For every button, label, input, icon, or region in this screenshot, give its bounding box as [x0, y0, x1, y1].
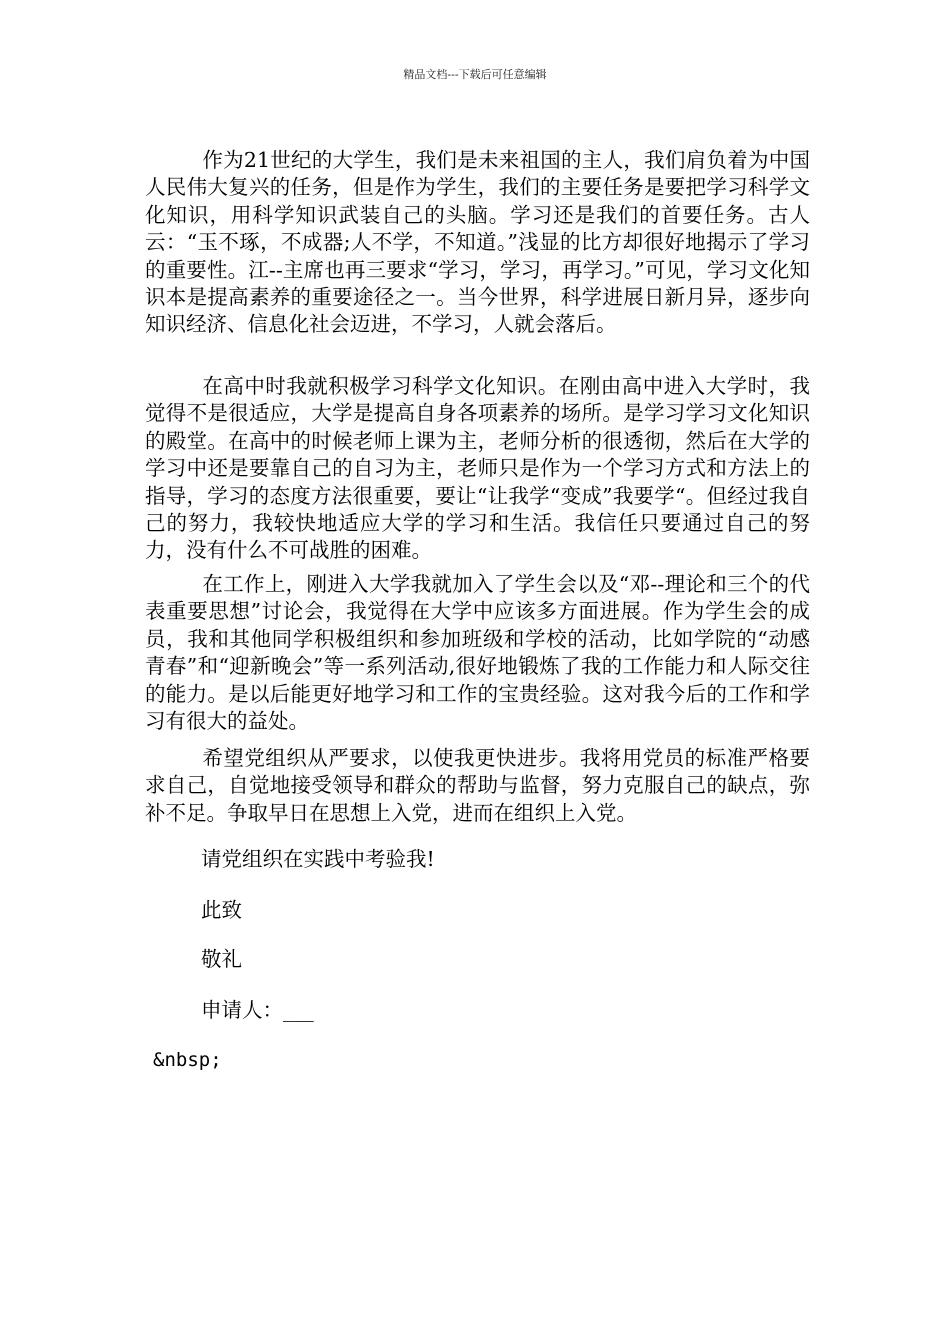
paragraph-1-text: 作为21世纪的大学生，我们是未来祖国的主人，我们肩负着为中国人民伟大复兴的任务，但是作为学生，我们的主要任务是要把学习科学文化知识，用科学知识武装自己的头脑。学习还是我们的首要任务。古人云：“玉不琢，不成器;人不学，不知道。”浅显的比方却很好地揭示了学习的重要性。江--主席也再三要求“学习，学习，再学习。”可见，学习文化知识本是提高素养的重要途径之一。当今世界，科学进展日新月异，逐步向知识经济、信息化社会迈进，不学习，人就会落后。 [145, 148, 810, 337]
paragraph-1 [145, 147, 810, 339]
closing-regards: 敬礼 [201, 947, 242, 971]
closing-salutation: 此致 [201, 898, 242, 922]
trailing-entity-text: &nbsp; [153, 1049, 222, 1071]
paragraph-4 [145, 745, 810, 827]
paragraph-2 [145, 373, 810, 565]
page-header: 精品文档---下载后可任意编辑 [403, 68, 547, 81]
paragraph-3 [145, 571, 810, 735]
paragraph-3-text: 在工作上，刚进入大学我就加入了学生会以及“邓--理论和三个的代表重要思想”讨论会，我觉得在大学中应该多方面进展。作为学生会的成员，我和其他同学积极组织和参加班级和学校的活动，比如学院的“动感青春”和“迎新晚会”等一系列活动,很好地锻炼了我的工作能力和人际交往的能力。是以后能更好地学习和工作的宝贵经验。这对我今后的工作和学习有很大的益处。 [145, 572, 810, 734]
paragraph-2-text: 在高中时我就积极学习科学文化知识。在刚由高中进入大学时，我觉得不是很适应，大学是提高自身各项素养的场所。是学习学习文化知识的殿堂。在高中的时候老师上课为主，老师分析的很透彻，然后在大学的学习中还是要靠自己的自习为主，老师只是作为一个学习方式和方法上的指导，学习的态度方法很重要，要让“让我学“变成”我要学“。但经过我自己的努力，我较快地适应大学的学习和生活。我信任只要通过自己的努力，没有什么不可战胜的困难。 [145, 374, 810, 563]
paragraph-4-text: 希望党组织从严要求，以使我更快进步。我将用党员的标准严格要求自己，自觉地接受领导和群众的帮助与监督，努力克服自己的缺点，弥补不足。争取早日在思想上入党，进而在组织上入党。 [145, 746, 810, 825]
applicant-signature-line: 申请人：___ [201, 998, 314, 1022]
closing-request: 请党组织在实践中考验我! [201, 847, 435, 871]
